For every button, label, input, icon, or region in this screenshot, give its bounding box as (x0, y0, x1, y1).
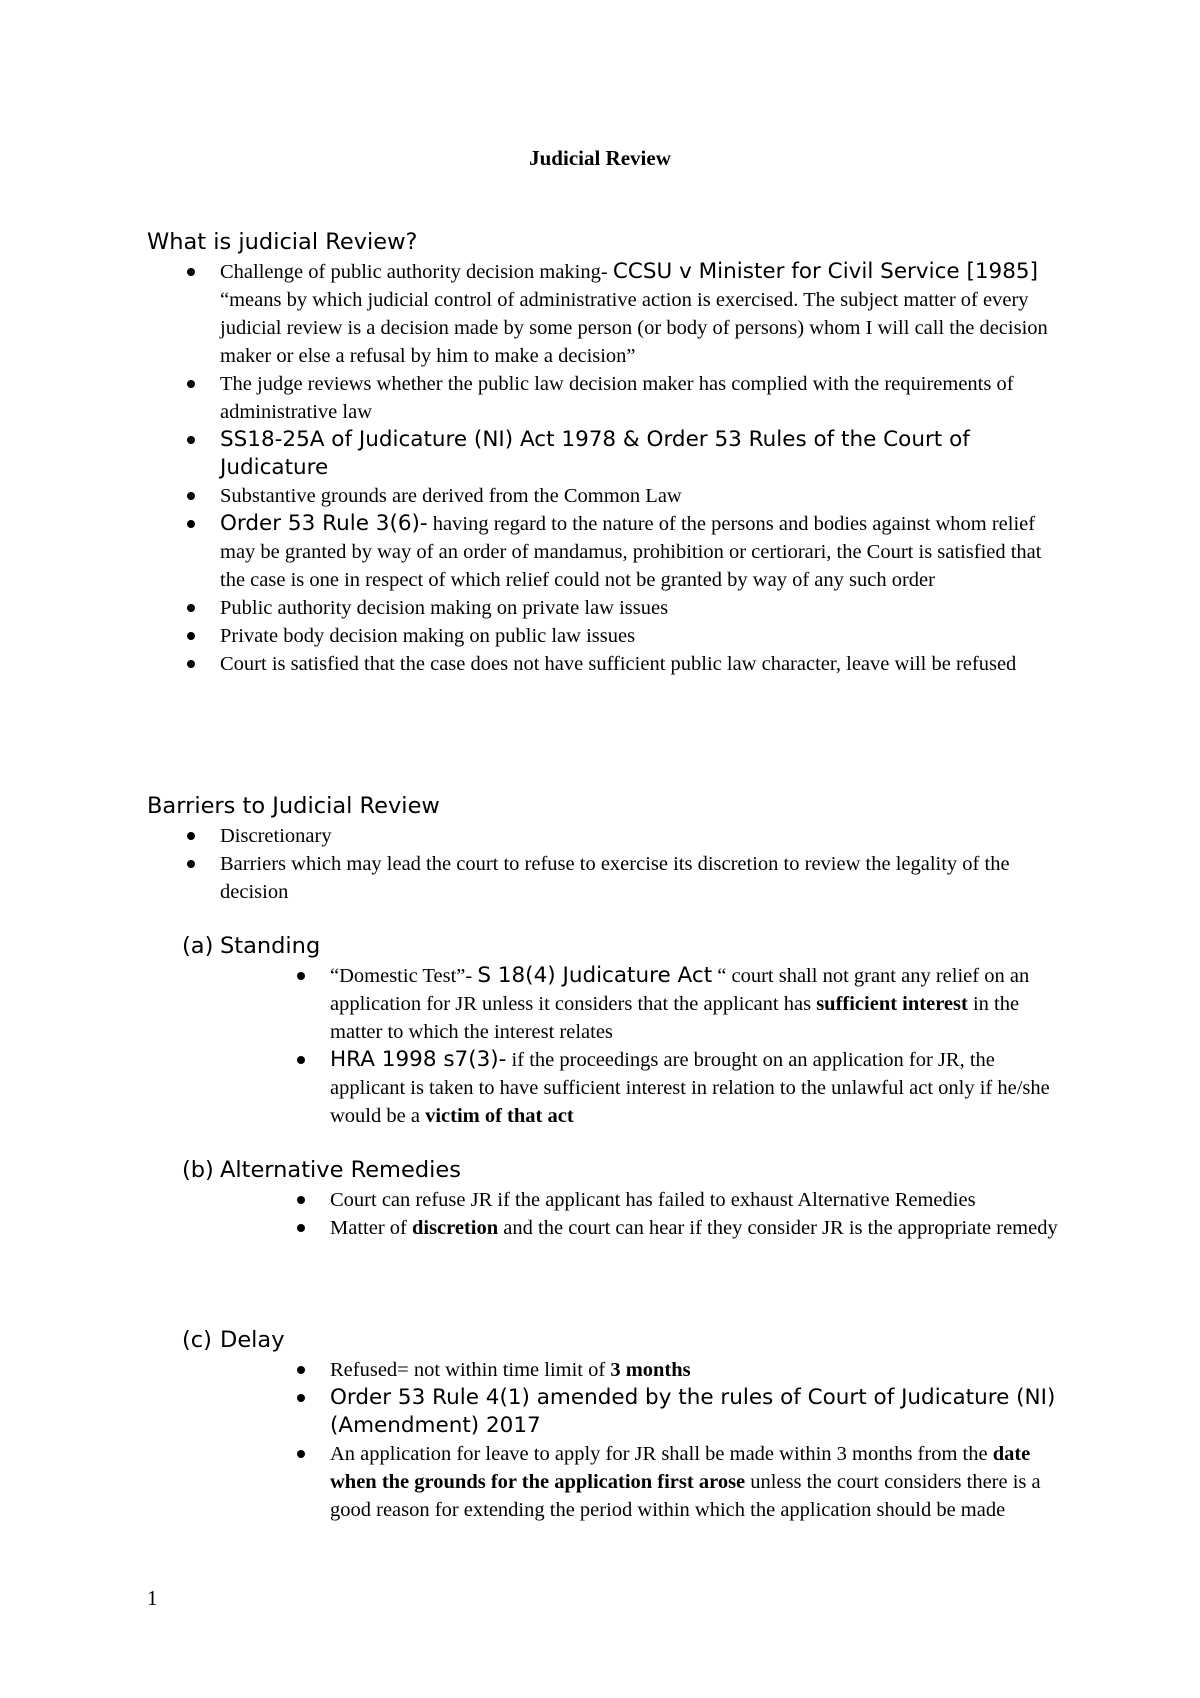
list-item: Private body decision making on public law issues (220, 622, 1070, 650)
list-what-is-jr (220, 258, 1070, 678)
page-number: 1 (147, 1586, 158, 1610)
list-delay (330, 1356, 1060, 1524)
list-barriers (220, 822, 1070, 906)
list-item: Substantive grounds are derived from the Common Law (220, 482, 1070, 510)
list-item: HRA 1998 s7(3)- if the proceedings are brought on an application for JR, the applicant is taken to have sufficient interest in relation to the unlawful act only if he/she would be a victim of that act (330, 1046, 1060, 1130)
case-citation: CCSU v Minister for Civil Service [1985] (612, 259, 1038, 284)
heading-delay: (c) Delay (182, 1327, 285, 1353)
statute-reference: HRA 1998 s7(3)- (330, 1047, 507, 1072)
heading-what-is-jr: What is judicial Review? (147, 229, 418, 255)
list-item: Court is satisfied that the case does not have sufficient public law character, leave will be refused (220, 650, 1070, 678)
heading-standing: (a) Standing (182, 933, 321, 959)
list-item: Barriers which may lead the court to refuse to exercise its discretion to review the legality of the decision (220, 850, 1070, 906)
list-item: Refused= not within time limit of 3 months (330, 1356, 1060, 1384)
list-item: Matter of discretion and the court can hear if they consider JR is the appropriate remedy (330, 1214, 1060, 1242)
document-title: Judicial Review (529, 146, 671, 170)
statute-reference: Order 53 Rule 3(6)- (220, 511, 428, 536)
list-item: SS18-25A of Judicature (NI) Act 1978 & Order 53 Rules of the Court of Judicature (220, 426, 1070, 482)
list-item: Order 53 Rule 4(1) amended by the rules of Court of Judicature (NI) (Amendment) 2017 (330, 1384, 1060, 1440)
statute-reference: S 18(4) Judicature Act (477, 963, 713, 988)
list-item: Challenge of public authority decision making- CCSU v Minister for Civil Service [1985] “means by which judicial control of administrative action is exercised. The subject matter of every judicial review is a decision made by some person (or body of persons) whom I will call the decision maker or else a refusal by him to make a decision” (220, 258, 1070, 370)
list-item: Order 53 Rule 3(6)- having regard to the nature of the persons and bodies against whom relief may be granted by way of an order of mandamus, prohibition or certiorari, the Court is satisfied that the case is one in respect of which relief could not be granted by way of any such order (220, 510, 1070, 594)
heading-barriers: Barriers to Judicial Review (147, 793, 440, 819)
list-item: Discretionary (220, 822, 1070, 850)
list-item: An application for leave to apply for JR shall be made within 3 months from the date when the grounds for the application first arose unless the court considers there is a good reason for extending the period within which the application should be made (330, 1440, 1060, 1524)
list-standing (330, 962, 1060, 1130)
list-alternative-remedies (330, 1186, 1060, 1242)
list-item: “Domestic Test”- S 18(4) Judicature Act “ court shall not grant any relief on an application for JR unless it considers that the applicant has sufficient interest in the matter to which the interest relates (330, 962, 1060, 1046)
list-item: Public authority decision making on private law issues (220, 594, 1070, 622)
heading-alternative-remedies: (b) Alternative Remedies (182, 1157, 461, 1183)
list-item: Court can refuse JR if the applicant has failed to exhaust Alternative Remedies (330, 1186, 1060, 1214)
list-item: The judge reviews whether the public law decision maker has complied with the requirements of administrative law (220, 370, 1070, 426)
